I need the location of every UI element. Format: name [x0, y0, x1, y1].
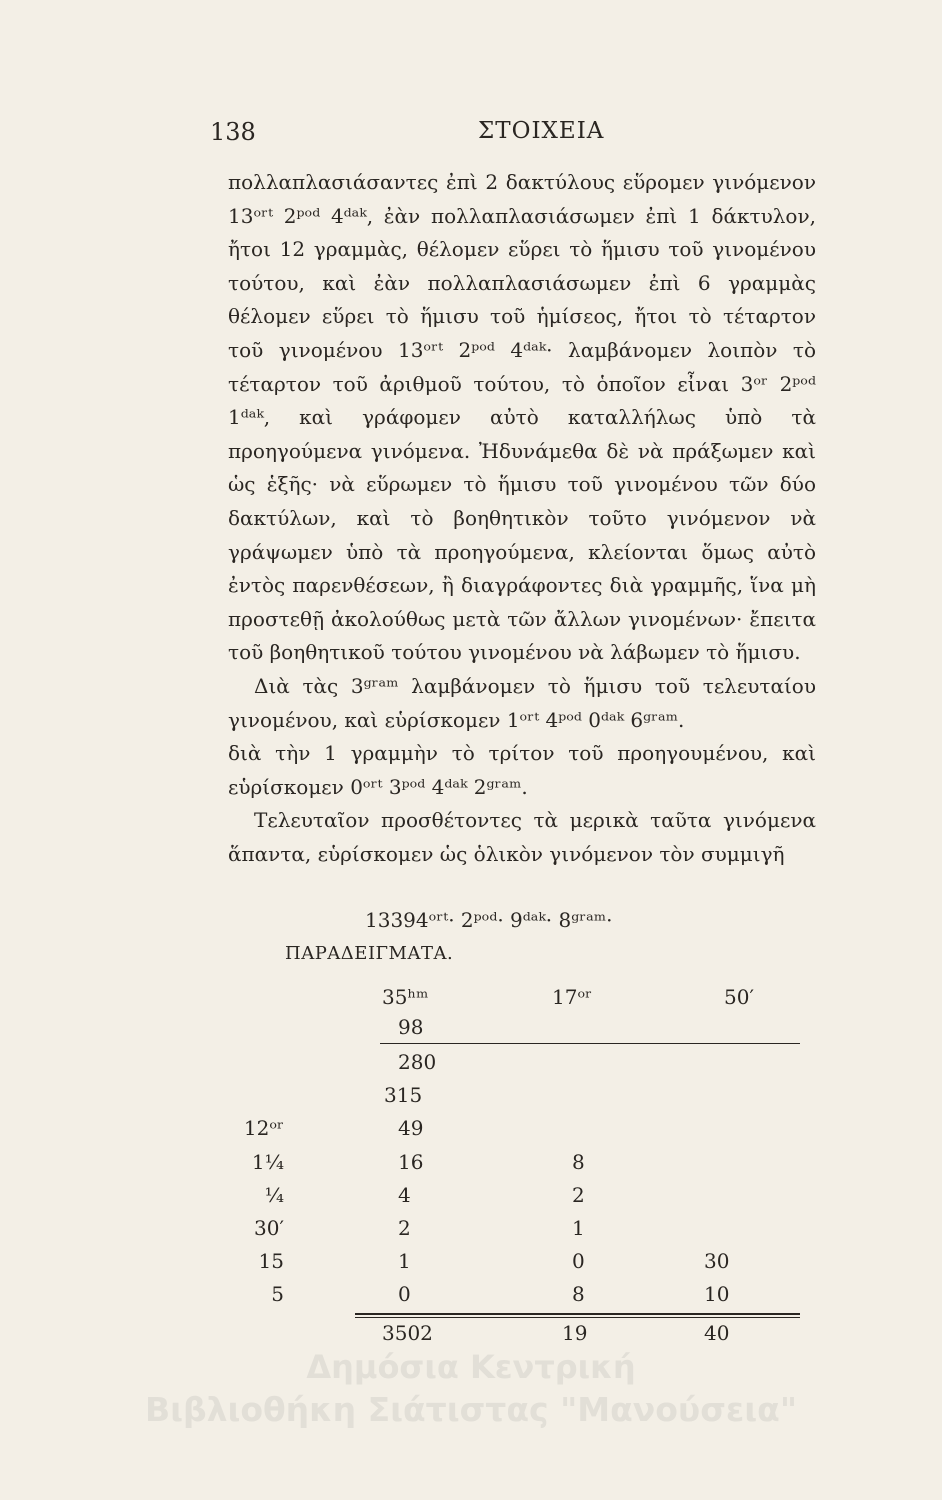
row-c1: 2: [398, 1216, 411, 1240]
row-c1: 16: [398, 1150, 424, 1174]
row-label: 15: [258, 1249, 284, 1273]
row-label: ¼: [264, 1183, 284, 1207]
partial-2: 315: [384, 1083, 423, 1107]
watermark-line-1: Δημόσια Κεντρική: [306, 1348, 636, 1386]
row-c3: 30: [704, 1249, 730, 1273]
row-c3: 10: [704, 1282, 730, 1306]
rule-total-top: [355, 1313, 800, 1315]
row-c1: 1: [398, 1249, 411, 1273]
running-title: ΣΤΟΙΧΕΙΑ: [478, 118, 605, 144]
row-label: 30′: [254, 1216, 284, 1240]
row-label: 1¼: [251, 1150, 284, 1174]
total-c3: 40: [704, 1321, 730, 1345]
rule-1: [380, 1043, 800, 1044]
watermark-line-2: Βιβλιοθήκη Σιάτιστας "Μανούσεια": [144, 1390, 798, 1429]
paragraph-2: Διὰ τὰς 3ᵍʳᵃᵐ λαμβάνομεν τὸ ἥμισυ τοῦ τελευταίου γινομένου, καὶ εὑρίσκομεν 1ᵒʳᵗ 4ᵖᵒᵈ 0ᵈᵃᵏ 6ᵍʳᵃᵐ.: [228, 673, 816, 732]
header-minutes: 50′: [724, 985, 754, 1009]
row-c1: 0: [398, 1282, 411, 1306]
row-label: 5: [271, 1282, 284, 1306]
paragraph-3: διὰ τὴν 1 γραμμὴν τὸ τρίτον τοῦ προηγουμένου, καὶ εὑρίσκομεν 0ᵒʳᵗ 3ᵖᵒᵈ 4ᵈᵃᵏ 2ᵍʳᵃᵐ.: [228, 741, 816, 799]
rule-total-bottom: [355, 1317, 800, 1318]
row-label: 12ᵒʳ: [243, 1116, 284, 1140]
result-line: 13394ᵒʳᵗ· 2ᵖᵒᵈ· 9ᵈᵃᵏ· 8ᵍʳᵃᵐ·: [365, 908, 613, 932]
partial-1: 280: [398, 1050, 437, 1074]
header-oras: 17ᵒʳ: [552, 985, 593, 1009]
examples-heading: ΠΑΡΑΔΕΙΓΜΑΤΑ.: [285, 943, 454, 964]
paragraph-1: πολλαπλασιάσαντες ἐπὶ 2 δακτύλους εὕρομεν γινόμενον 13ᵒʳᵗ 2ᵖᵒᵈ 4ᵈᵃᵏ, ἐὰν πολλαπλασιάσωμεν ἐπὶ 1 δάκτυλον, ἤτοι 12 γραμμὰς, θέλομεν εὕρει τὸ ἥμισυ τοῦ γινομένου τούτου, καὶ ἐὰν πολλαπλασιάσωμεν ἐπὶ 6 γραμμὰς θέλομεν εὕρει τὸ ἥμισυ τοῦ ἡμίσεος, ἤτοι τὸ τέταρτον τοῦ γινομένου 13ᵒʳᵗ 2ᵖᵒᵈ 4ᵈᵃᵏ· λαμβάνομεν λοιπὸν τὸ τέταρτον τοῦ ἀριθμοῦ τούτου, τὸ ὁποῖον εἶναι 3ᵒʳ 2ᵖᵒᵈ 1ᵈᵃᵏ, καὶ γράφομεν αὐτὸ καταλλήλως ὑπὸ τὰ προηγούμενα γινόμενα. Ἠδυνάμεθα δὲ νὰ πράξωμεν καὶ ὡς ἑξῆς· νὰ εὕρωμεν τὸ ἥμισυ τοῦ γινομένου τῶν δύο δακτύλων, καὶ τὸ βοηθητικὸν τοῦτο γινόμενον νὰ γράψωμεν ὑπὸ τὰ προηγούμενα, κλείονται ὅμως αὐτὸ ἐντὸς παρενθέσεων, ἢ διαγράφοντες διὰ γραμμῆς, ἵνα μὴ προστεθῇ ἀκολούθως μετὰ τῶν ἄλλων γινομένων· ἔπειτα τοῦ βοηθητικοῦ τούτου γινομένου νὰ λάβωμεν τὸ ἥμισυ.: [228, 170, 816, 665]
row-c2: 8: [572, 1282, 585, 1306]
page-number: 138: [210, 118, 256, 146]
row-c2: 0: [572, 1249, 585, 1273]
row-c1: 49: [398, 1116, 424, 1140]
total-c2: 19: [562, 1321, 588, 1345]
header-hours: 35ʰᵐ: [382, 985, 429, 1009]
paragraph-4: Τελευταῖον προσθέτοντες τὰ μερικὰ ταῦτα γινόμενα ἅπαντα, εὑρίσκομεν ὡς ὁλικὸν γινόμενον τὸν συμμιγῆ: [228, 808, 816, 866]
row-c1: 4: [398, 1183, 411, 1207]
row-c2: 2: [572, 1183, 585, 1207]
row-c2: 8: [572, 1150, 585, 1174]
row-c2: 1: [572, 1216, 585, 1240]
total-c1: 3502: [382, 1321, 433, 1345]
multiplier: 98: [398, 1015, 424, 1039]
